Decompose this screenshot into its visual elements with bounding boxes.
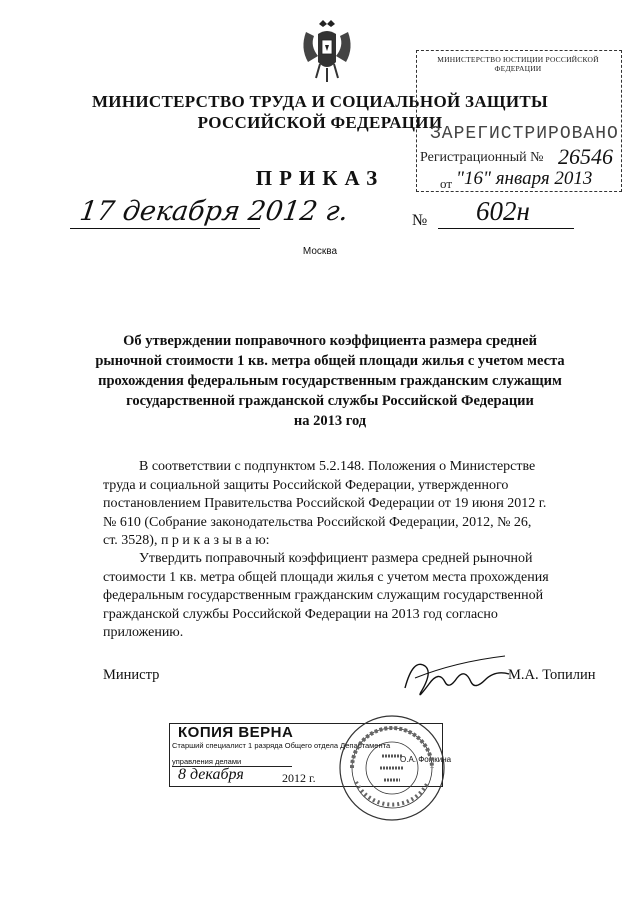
registration-number-label: Регистрационный № — [420, 150, 544, 165]
body-line: приложению. — [103, 625, 184, 640]
copy-stamp-year: 2012 г. — [282, 771, 316, 785]
subject-line: Об утверждении поправочного коэффициента размера средней — [123, 333, 537, 349]
ministry-name-line2: РОССИЙСКОЙ ФЕДЕРАЦИИ — [197, 113, 443, 132]
signatory-name: М.А. Топилин — [508, 667, 596, 683]
copy-stamp-position: Старший специалист 1 разряда Общего отдела Департамента — [172, 741, 391, 750]
order-number-underline — [438, 228, 574, 229]
registration-date-label: от — [440, 176, 453, 191]
registration-stamp-ministry: МИНИСТЕРСТВО ЮСТИЦИИ РОССИЙСКОЙ ФЕДЕРАЦИИ — [437, 55, 599, 73]
order-subject — [90, 331, 570, 431]
subject-line: государственной гражданской службы Российской Федерации — [126, 393, 534, 409]
subject-line: рыночной стоимости 1 кв. метра общей площади жилья с учетом места — [95, 353, 565, 369]
body-line: Утвердить поправочный коэффициент размера средней рыночной — [139, 551, 533, 566]
ministry-name-line1: МИНИСТЕРСТВО ТРУДА И СОЦИАЛЬНОЙ ЗАЩИТЫ — [91, 92, 549, 111]
copy-stamp-title: КОПИЯ ВЕРНА — [178, 724, 294, 741]
body-line: труда и социальной защиты Российской Федерации, утвержденного — [103, 477, 509, 493]
body-line: постановлением Правительства Российской Федерации от 19 июня 2012 г. — [103, 496, 547, 511]
body-paragraph-1 — [103, 458, 553, 551]
coat-of-arms-emblem — [298, 18, 356, 84]
copy-stamp-signature-date: 8 декабря — [178, 766, 244, 783]
signatory-title: Министр — [103, 667, 160, 683]
order-number: 602н — [476, 196, 530, 226]
body-line: гражданской службы Российской Федерации на 2013 год согласно — [103, 606, 498, 622]
copy-stamp-department: управления делами — [172, 757, 242, 766]
handwritten-signature — [395, 648, 515, 708]
subject-line: прохождения федеральным государственным гражданским служащим — [98, 373, 562, 389]
body-line: стоимости 1 кв. метра общей площади жилья с учетом места прохождения — [103, 569, 549, 585]
registration-date: "16" января 2013 — [456, 168, 593, 189]
subject-line: на 2013 год — [293, 413, 367, 429]
order-city: Москва — [302, 246, 338, 257]
round-seal-stamp — [336, 712, 448, 824]
body-line: В соответствии с подпунктом 5.2.148. Положения о Министерстве — [139, 459, 536, 474]
order-date-underline — [70, 228, 260, 229]
body-line: № 610 (Собрание законодательства Российской Федерации, 2012, № 26, — [103, 514, 532, 530]
body-line: ст. 3528), п р и к а з ы в а ю: — [103, 533, 270, 548]
body-line: федеральным государственным гражданским служащим государственной — [103, 588, 544, 603]
registration-stamp-title: ЗАРЕГИСТРИРОВАНО — [430, 124, 619, 144]
order-date: 17 декабря 2012 г. — [77, 196, 351, 227]
body-paragraph-2 — [103, 550, 553, 643]
copy-stamp-name: О.А. Фомкина — [400, 755, 452, 764]
order-number-label: № — [412, 212, 428, 229]
order-type-heading: ПРИКАЗ — [255, 166, 385, 190]
registration-number: 26546 — [558, 144, 613, 169]
